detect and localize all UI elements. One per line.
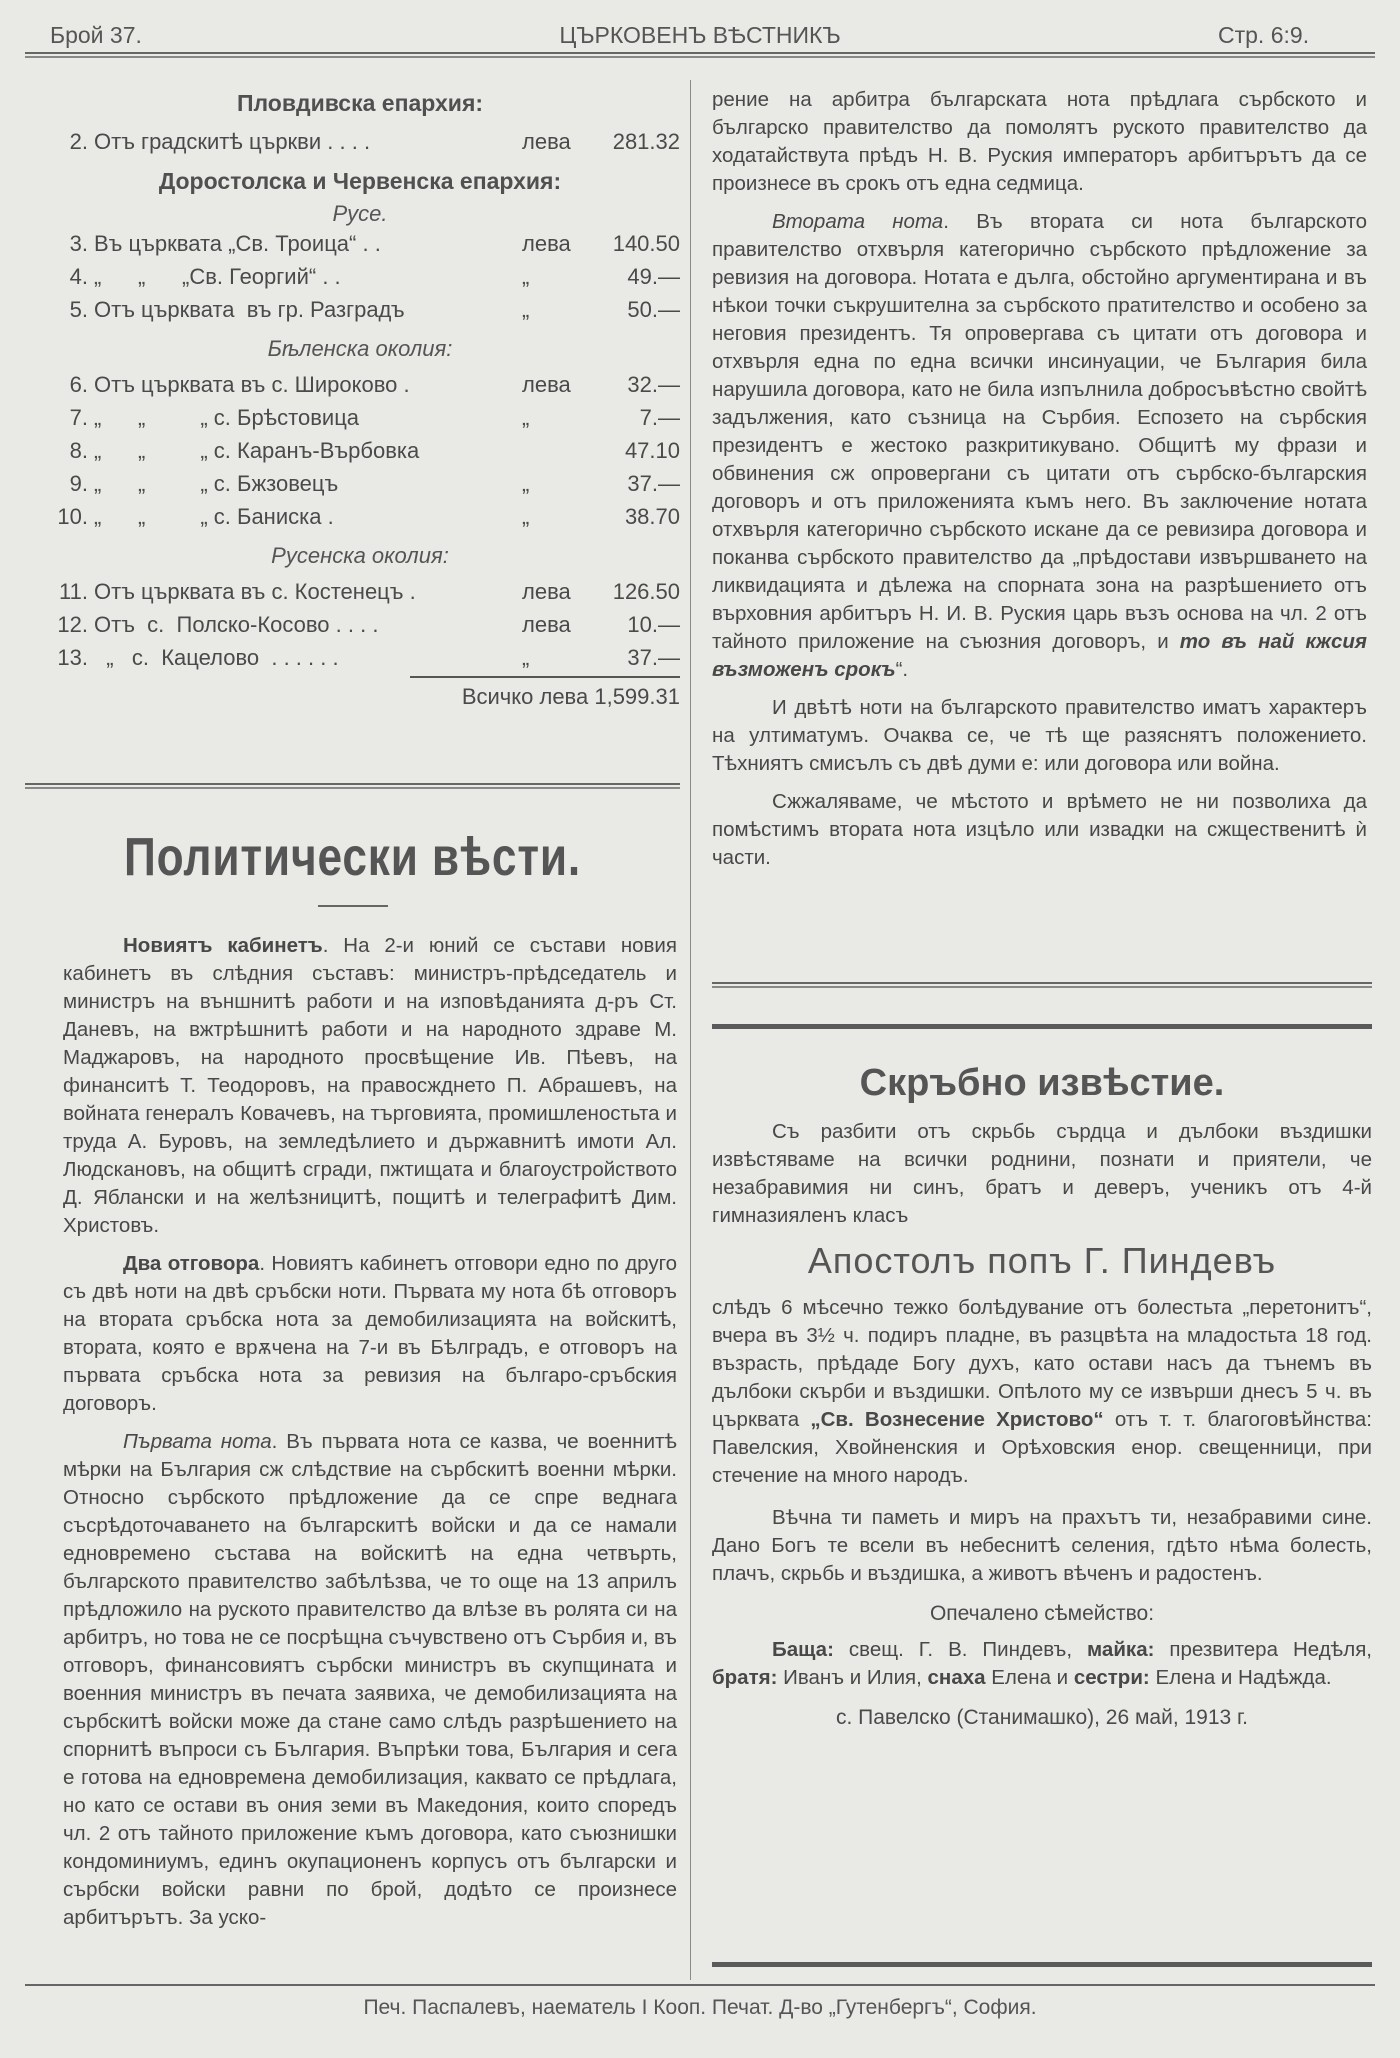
- donation-text: Отъ църквата въ с. Костенецъ .: [94, 578, 416, 604]
- donation-amount: 38.70: [624, 503, 680, 529]
- donation-unit: „: [522, 404, 530, 430]
- obituary-details: слѣдъ 6 мѣсечно тежко болѣдувание отъ болестьта „перетонитъ“, вчера въ 3½ ч. подиръ пладне, въ разцвѣта на младостьта 18 год. възрасть, прѣдаде Богу духъ, като остави насъ да тънемъ въ дълбоки скърби и въздишки. Опѣлото му се извърши днесъ 5 ч. въ църквата „Св. Вознесение Христово“ отъ т. т. благоговѣйнства: Павелския, Хвойненския и Орѣховския енор. свещенници, при стечение на много народъ.: [712, 1296, 1372, 1487]
- donation-amount: 10.—: [627, 611, 680, 637]
- donation-num: 10.: [57, 503, 88, 529]
- donation-text: „ „ „Св. Георгий“ . .: [94, 263, 341, 289]
- donation-unit: „: [522, 503, 530, 529]
- donation-row: [40, 608, 680, 641]
- family-relation: братя:: [712, 1666, 778, 1689]
- paragraph-continuation: рение на арбитра българската нота прѣдлага сърбското и българско правителство да помолятъ руското правителство да ходатайствута прѣдъ Н. В. Руския императоръ арбитърътъ да се произнесе въ срокъ отъ една седмица.: [712, 88, 1367, 195]
- section-rule: [25, 783, 680, 789]
- politics-right-column: [712, 86, 1367, 882]
- donation-row: [40, 500, 680, 533]
- donation-text: Отъ с. Полско-Косово . . . .: [94, 611, 379, 637]
- donations-list: [40, 90, 680, 710]
- donation-num: 11.: [59, 578, 88, 604]
- donation-unit: лева: [522, 611, 571, 637]
- donation-amount: 47.10: [624, 437, 680, 463]
- obituary-intro: Съ разбити отъ скрьбь сърдца и дълбоки въздишки извѣстяваме на всички роднини, познати и приятели, че незабравимия ни синъ, братъ и деверъ, ученикъ отъ 4-й гимназияленъ класъ: [712, 1120, 1372, 1227]
- obituary-body: [712, 1118, 1372, 1730]
- donation-num: 4.: [69, 263, 88, 289]
- family-relation: снаха: [927, 1666, 986, 1689]
- newspaper-title: ЦЪРКОВЕНЪ ВѢСТНИКЪ: [559, 22, 841, 48]
- donation-amount: 37.—: [627, 470, 680, 496]
- donation-row: [40, 575, 680, 608]
- donation-amount: 140.50: [612, 230, 680, 256]
- donation-text: Отъ църквата въ с. Широково .: [94, 371, 410, 397]
- donation-text: Отъ градскитѣ църкви . . . .: [94, 128, 371, 154]
- column-divider: [690, 80, 691, 1980]
- paragraph-first-note: Първата нота. Въ първата нота се казва, че военнитѣ мѣрки на България сж слѣдствие на сърбскитѣ военни мѣрки. Относно сърбското прѣдложение да се спре веднага съсрѣдоточаването на българскитѣ войски и да се намали едновремено състава на войскитѣ на една четвърть, българското правителство забѣлѣзва, че то още на 13 априлъ прѣдложило на руското правителство да влѣзе въ ролята си на арбитръ, но това не се посрѣщна съчувствено отъ Сърбия и, въ отговоръ, финансовиятъ сърбски министръ въ скупщината и военния министръ въ печата заявиха, че демобилизацията на сърбскитѣ войски може да стане само слѣдъ разрѣшението на спорнитѣ въпроси съ България. Въпрѣки това, България и сега е готова на едновремена демобилизация, каквато се прѣдлага, но като се остави въ ония земи въ Македония, които споредъ чл. 2 отъ тайното приложение къмъ договора, като съюзнишки кондоминиумъ, единъ окупационенъ корпусъ отъ български и сърбски войски равни по брой, додѣто се произнесе арбитърътъ. За уско-: [63, 1430, 677, 1929]
- donation-amount: 50.—: [627, 296, 680, 322]
- donation-amount: 32.—: [627, 371, 680, 397]
- donation-num: 6.: [69, 371, 88, 397]
- section-heading: Доростолска и Червенска епархия:: [158, 168, 562, 194]
- donation-amount: 281.32: [612, 128, 680, 154]
- donation-num: 13.: [57, 644, 88, 670]
- section-heading: Русенска околия:: [271, 543, 449, 568]
- politics-title-wrap: [25, 826, 680, 888]
- section-heading: Пловдивска епархия:: [236, 90, 484, 116]
- donation-text: „ „ „ с. Брѣстовица: [94, 404, 360, 430]
- family-names: Елена и: [985, 1666, 1074, 1689]
- family-names: свещ. Г. В. Пиндевъ,: [833, 1638, 1088, 1661]
- donation-unit: лева: [522, 230, 571, 256]
- donation-num: 12.: [57, 611, 88, 637]
- family-relation: Баща:: [772, 1638, 834, 1661]
- footer-rule: [25, 1984, 1375, 1986]
- obituary-signed: Опечалено сѣмейство:: [929, 1602, 1155, 1625]
- obituary-top-rule: [712, 1024, 1372, 1029]
- obituary-place-date: с. Павелско (Станимашко), 26 май, 1913 г.: [835, 1706, 1248, 1729]
- family-names: Иванъ и Илия,: [777, 1666, 928, 1689]
- donation-unit: „: [522, 296, 530, 322]
- donation-amount: 7.—: [639, 404, 680, 430]
- section-rule-right: [712, 982, 1372, 988]
- donation-unit: лева: [522, 578, 571, 604]
- donation-row: [40, 227, 680, 260]
- donation-row: [40, 467, 680, 500]
- donation-num: 7.: [69, 404, 88, 430]
- donation-text: „ „ „ с. Баниска .: [94, 503, 334, 529]
- donation-row: [40, 641, 680, 674]
- paragraph-regret: Сжжаляваме, че мѣстото и врѣмето не ни позволиха да помѣстимъ втората нота изцѣло или извадки на сжщественитѣ ѝ части.: [712, 790, 1367, 869]
- paragraph-new-cabinet: Новиятъ кабинетъ. На 2-и юний се състави новия кабинетъ въ слѣдния съставъ: министръ-прѣдседатель и министръ на външнитѣ работи и на изповѣданията д-ръ Ст. Даневъ, на вжтрѣшнитѣ работи и на народното здраве М. Маджаровъ, на народното просвѣщение Ив. Пѣевъ, на финанситѣ Т. Теодоровъ, на правосжднето П. Абрашевъ, на войната генералъ Ковачевъ, на търговията, промишленостьта и труда А. Буровъ, на земледѣлието и държавнитѣ имоти Ал. Людскановъ, на общитѣ сгради, пжтищата и благоустройството Д. Яблански и на желѣзницитѣ, пощитѣ и телеграфитѣ Дим. Христовъ.: [63, 934, 677, 1237]
- donation-amount: 126.50: [612, 578, 680, 604]
- title-underline: [318, 905, 388, 907]
- politics-title: Политически вѣсти.: [123, 827, 582, 887]
- donation-row: [40, 434, 680, 467]
- section-heading: Бѣленска околия:: [267, 336, 453, 361]
- donation-num: 9.: [69, 470, 88, 496]
- header-rule: [25, 52, 1375, 58]
- family-relation: майка:: [1087, 1638, 1155, 1661]
- donation-unit: „: [522, 263, 530, 289]
- donation-text: „ „ „ с. Бжзовецъ: [94, 470, 339, 496]
- donation-text: Отъ църквата въ гр. Разградъ: [94, 296, 405, 322]
- obituary-title: Скръбно извѣстие.: [859, 1062, 1225, 1104]
- paragraph-two-answers: Два отговора. Новиятъ кабинетъ отговори едно по друго съ двѣ ноти на двѣ сръбски ноти. Първата му нота бѣ отговоръ на втората сръбска нота за демобилизацията на войскитѣ, втората, която е врѫчена на 7-и въ Бѣлградъ, е отговоръ на първата сръбска нота за ревизия на българо-сръбския договоръ.: [63, 1252, 678, 1415]
- paragraph-ultimatum: И двѣтѣ ноти на българското правителство иматъ характеръ на ултиматумъ. Очаква се, че тѣ ще разяснятъ положението. Тѣхниятъ смисълъ съ двѣ думи е: или договора или война.: [712, 696, 1367, 775]
- family-relation: сестри:: [1073, 1666, 1150, 1689]
- donation-row: [40, 401, 680, 434]
- total-rule: [410, 676, 680, 678]
- donation-unit: лева: [522, 371, 571, 397]
- donation-row: [40, 368, 680, 401]
- family-names: Елена и Надѣжда.: [1149, 1666, 1332, 1689]
- donation-num: 2.: [69, 128, 88, 154]
- page-number: Стр. 6:9.: [1218, 22, 1310, 48]
- donation-unit: „: [522, 644, 530, 670]
- donation-text: „ с. Кацелово . . . . . .: [94, 644, 339, 670]
- family-names: презвитера Недѣля,: [1154, 1638, 1373, 1661]
- donation-amount: 37.—: [627, 644, 680, 670]
- politics-left-column: [63, 932, 677, 1942]
- donation-row: [40, 293, 680, 326]
- deceased-name: Апостолъ попъ Г. Пиндевъ: [807, 1240, 1277, 1281]
- donation-amount: 49.—: [627, 263, 680, 289]
- printer-imprint: Печ. Паспалевъ, наематель I Кооп. Печат. Д-во „Гутенбергъ“, София.: [363, 1996, 1037, 2019]
- donation-unit: лева: [522, 128, 571, 154]
- donation-num: 8.: [69, 437, 88, 463]
- donation-num: 5.: [69, 296, 88, 322]
- donation-unit: „: [522, 470, 530, 496]
- donation-row: [40, 260, 680, 293]
- donation-row: [40, 125, 680, 158]
- obituary-family: [712, 1636, 1372, 1692]
- obituary-bottom-rule: [712, 1962, 1372, 1967]
- obituary-memory: Вѣчна ти паметь и миръ на прахътъ ти, незабравими сине. Дано Богъ те всели въ небеснитѣ селения, гдѣто нѣма болесть, плачъ, скрьбь и въздишка, а животъ вѣченъ и радостенъ.: [712, 1506, 1372, 1585]
- paragraph-second-note: Втората нота. Въ втората си нота българското правителство отхвърля категорично сърбското прѣдложение за ревизия на договора. Нотата е дълга, обстойно аргументирана и въ нѣкои точки съкрушителна за сърбското пратителство и особено за неговия президентъ. Тя опровергава съ цитати отъ договора и отхвърля една по една всички инсинуации, че България била нарушила договора, като не била изпълнила добросъвѣстно свойтѣ задължения, като съзница на Сърбия. Еспозето на сърбския президентъ е жестоко разкритикувано. Общитѣ му фрази и обвинения сж опровергани съ цитати отъ сърбско-българския договоръ и отъ приложенията къмъ него. Въ заключение нотата отхвърля категорично сърбското искане да се ревизира договора и поканва сърбското правителство да „прѣдостави извършването на ликвидацията и дѣлежа на спорната зона на разрѣшението отъ върховния арбитъръ Н. И. В. Руския царь възъ основа на чл. 2 отъ тайното приложение на съюзния договоръ, и то въ най кжсия възможенъ срокъ“.: [712, 210, 1367, 681]
- donation-text: Въ църквата „Св. Троица“ . .: [94, 230, 381, 256]
- section-subheading: Русе.: [332, 201, 388, 226]
- donations-total: Всичко лева 1,599.31: [461, 684, 680, 709]
- issue-number: Брой 37.: [50, 22, 142, 48]
- donation-text: „ „ „ с. Каранъ-Върбовка: [94, 437, 420, 463]
- donation-num: 3.: [69, 230, 88, 256]
